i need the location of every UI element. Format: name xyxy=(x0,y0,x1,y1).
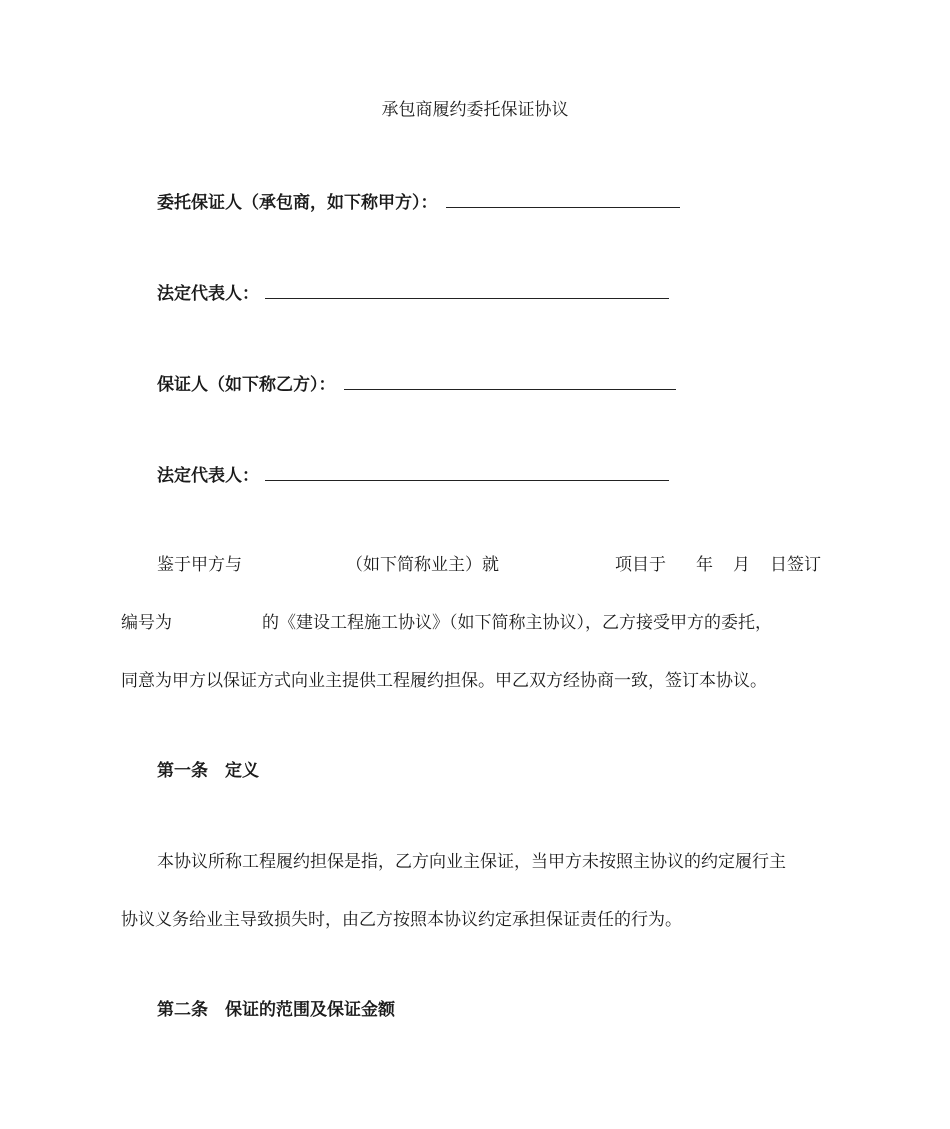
preamble-text: 编号为 xyxy=(121,613,172,633)
article-1-line-2: 协议义务给业主导致损失时，由乙方按照本协议约定承担保证责任的行为。 xyxy=(121,910,682,930)
article-1-heading: 第一条 定义 xyxy=(157,761,259,781)
guarantor-field xyxy=(157,371,676,397)
guarantor-label: 保证人（如下称乙方）： xyxy=(157,375,336,395)
preamble-text: 日签订 xyxy=(770,555,821,575)
preamble-text: （如下简称业主）就 xyxy=(346,555,499,575)
principal-label: 委托保证人（承包商，如下称甲方）： xyxy=(157,193,438,213)
article-2-heading: 第二条 保证的范围及保证金额 xyxy=(157,1000,395,1020)
preamble-text: 年 xyxy=(696,555,713,575)
article-1-line-1: 本协议所称工程履约担保是指，乙方向业主保证，当甲方未按照主协议的约定履行主 xyxy=(157,852,786,872)
guarantor-rep-field xyxy=(157,462,669,488)
preamble-line-3: 同意为甲方以保证方式向业主提供工程履约担保。甲乙双方经协商一致，签订本协议。 xyxy=(121,671,767,691)
preamble-text: 的《建设工程施工协议》（如下简称主协议），乙方接受甲方的委托， xyxy=(262,613,772,633)
preamble-line-2 xyxy=(121,611,772,635)
preamble-text: 项目于 xyxy=(615,555,666,575)
principal-field xyxy=(157,189,680,215)
principal-rep-blank[interactable] xyxy=(265,280,669,299)
principal-blank[interactable] xyxy=(446,189,680,208)
preamble-text: 鉴于甲方与 xyxy=(157,555,242,575)
guarantor-rep-blank[interactable] xyxy=(265,462,669,481)
document-title: 承包商履约委托保证协议 xyxy=(381,100,569,120)
preamble-text: 月 xyxy=(733,555,750,575)
principal-rep-label: 法定代表人： xyxy=(157,284,259,304)
principal-rep-field xyxy=(157,280,669,306)
guarantor-blank[interactable] xyxy=(344,371,676,390)
preamble-line-1 xyxy=(157,553,821,577)
guarantor-rep-label: 法定代表人： xyxy=(157,466,259,486)
